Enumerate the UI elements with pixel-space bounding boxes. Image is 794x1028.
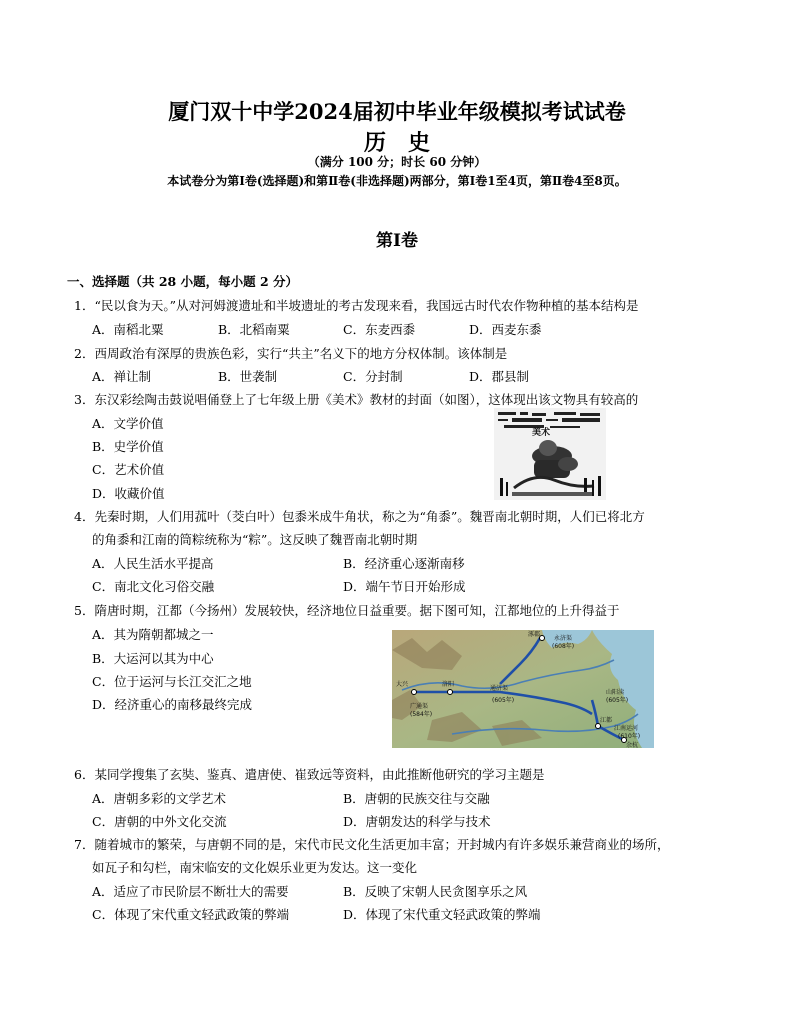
textbook-cover-image: [494, 408, 606, 500]
q5-option-c: C．位于运河与长江交汇之地: [92, 674, 252, 689]
question-1-stem: 1．“民以食为天。”从对河姆渡遗址和半坡遗址的考古发现来看，我国远古时代农作物种植的基本结构是: [74, 298, 639, 313]
q7-option-b: B．反映了宋朝人民贪图享乐之风: [343, 884, 528, 899]
q4-option-a: A．人民生活水平提高: [92, 556, 214, 571]
q2-option-d: D．郡县制: [469, 369, 530, 384]
q6-option-b: B．唐朝的民族交往与交融: [343, 791, 490, 806]
question-4-stem-line-2: 的角黍和江南的筒粽统称为“粽”。这反映了魏晋南北朝时期: [92, 532, 418, 547]
q7-option-c: C．体现了宋代重文轻武政策的弊端: [92, 907, 290, 922]
q5-option-a: A．其为隋朝都城之一: [92, 627, 214, 642]
svg-text:江都: 江都: [600, 717, 613, 724]
q1-option-b: B．北稻南粟: [218, 322, 290, 337]
q1-option-c: C．东麦西黍: [343, 322, 416, 337]
svg-text:余杭: 余杭: [626, 742, 639, 748]
question-6-stem: 6．某同学搜集了玄奘、鉴真、遣唐使、崔致远等资料，由此推断他研究的学习主题是: [74, 767, 545, 782]
svg-text:(610年): (610年): [618, 733, 641, 740]
exam-meta: （满分 100 分；时长 60 分钟）: [307, 155, 487, 169]
q4-option-d: D．端午节日开始形成: [343, 579, 466, 594]
svg-text:(608年): (608年): [552, 643, 575, 650]
q2-option-b: B．世袭制: [218, 369, 278, 384]
q2-option-c: C．分封制: [343, 369, 403, 384]
map-label-yongji: 永济渠: [554, 635, 573, 642]
svg-text:洛阳: 洛阳: [442, 681, 455, 688]
svg-text:江南运河: 江南运河: [614, 725, 639, 732]
svg-text:涿郡: 涿郡: [528, 631, 541, 638]
q6-option-a: A．唐朝多彩的文学艺术: [92, 791, 227, 806]
section-heading: 一、选择题（共 28 小题，每小题 2 分）: [67, 274, 299, 289]
svg-text:通济渠: 通济渠: [490, 685, 509, 692]
svg-text:大兴: 大兴: [396, 681, 409, 688]
q6-option-d: D．唐朝发达的科学与技术: [343, 814, 491, 829]
question-5-stem: 5．隋唐时期，江都（今扬州）发展较快，经济地位日益重要。据下图可知，江都地位的上升得益于: [74, 603, 620, 618]
q3-option-a: A．文学价值: [92, 416, 164, 431]
q2-option-a: A．禅让制: [92, 369, 152, 384]
q3-option-b: B．史学价值: [92, 439, 164, 454]
question-2-stem: 2．西周政治有深厚的贵族色彩，实行“共主”名义下的地方分权体制。该体制是: [74, 346, 508, 361]
q6-option-c: C．唐朝的中外文化交流: [92, 814, 227, 829]
grand-canal-map: [392, 630, 654, 748]
q1-option-d: D．西麦东黍: [469, 322, 542, 337]
q7-option-d: D．体现了宋代重文轻武政策的弊端: [343, 907, 541, 922]
question-7-stem-line-1: 7．随着城市的繁荣，与唐朝不同的是，宋代市民文化生活更加丰富；开封城内有许多娱乐兼营商业的场所，: [74, 837, 670, 852]
svg-text:广通渠: 广通渠: [410, 703, 429, 710]
question-4-stem-line-1: 4．先秦时期，人们用菰叶（茭白叶）包黍米成牛角状，称之为“角黍”。魏晋南北朝时期，人们已将北方: [74, 509, 645, 524]
svg-text:(584年): (584年): [410, 711, 433, 718]
exam-note: 本试卷分为第Ⅰ卷(选择题)和第Ⅱ卷(非选择题)两部分，第Ⅰ卷1至4页，第Ⅱ卷4至8页。: [167, 174, 627, 188]
question-7-stem-line-2: 如瓦子和勾栏，南宋临安的文化娱乐业更为发达。这一变化: [92, 860, 418, 875]
q7-option-a: A．适应了市民阶层不断壮大的需要: [92, 884, 289, 899]
svg-text:山阳渎: 山阳渎: [606, 689, 625, 696]
svg-text:(605年): (605年): [606, 697, 629, 704]
exam-title: 厦门双十中学2024届初中毕业年级模拟考试试卷: [168, 99, 626, 124]
q5-option-b: B．大运河以其为中心: [92, 651, 214, 666]
q3-option-d: D．收藏价值: [92, 486, 165, 501]
subject-title: 历史: [363, 130, 452, 156]
q1-option-a: A．南稻北粟: [92, 322, 164, 337]
q3-option-c: C．艺术价值: [92, 462, 165, 477]
q4-option-c: C．南北文化习俗交融: [92, 579, 215, 594]
question-3-stem: 3．东汉彩绘陶击鼓说唱俑登上了七年级上册《美术》教材的封面（如图），这体现出该文物具有较高的: [74, 392, 639, 407]
svg-text:美术: 美术: [532, 428, 551, 438]
q5-option-d: D．经济重心的南移最终完成: [92, 697, 253, 712]
svg-text:(605年): (605年): [492, 697, 515, 704]
q4-option-b: B．经济重心逐渐南移: [343, 556, 465, 571]
volume-heading: 第Ⅰ卷: [376, 231, 418, 251]
